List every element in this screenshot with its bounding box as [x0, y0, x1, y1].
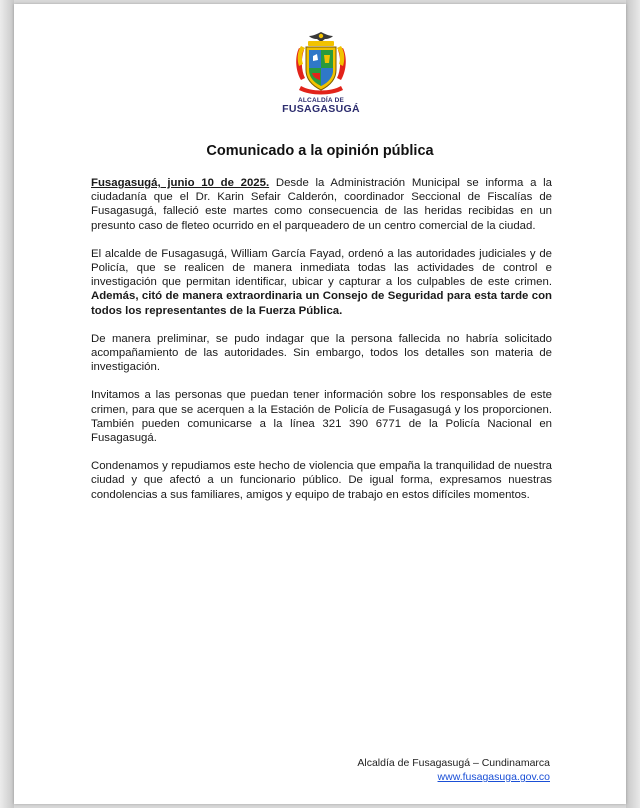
document-body — [91, 176, 552, 516]
coat-of-arms-icon — [291, 30, 351, 96]
document-title: Comunicado a la opinión pública — [206, 143, 434, 159]
municipal-logo — [276, 30, 366, 122]
paragraph-4: Invitamos a las personas que puedan tener información sobre los responsables de este crimen, para que se acerquen a la Estación de Policía de Fusagasugá y los proporcionen. También pueden comunicarse a la línea 321 390 6771 de la Policía Nacional en Fusagasugá. — [91, 389, 552, 445]
paragraph-1 — [91, 176, 552, 233]
page-edge-left — [0, 0, 14, 808]
document-footer — [357, 756, 550, 784]
paragraph-2 — [91, 247, 552, 318]
footer-organization: Alcaldía de Fusagasugá – Cundinamarca — [357, 757, 550, 769]
paragraph-3: De manera preliminar, se pudo indagar que la persona fallecida no habría solicitado acompañamiento de las autoridades. Sin embargo, todos los detalles son materia de investigación. — [91, 332, 552, 374]
logo-caption-top: ALCALDÍA DE — [297, 97, 344, 104]
dateline: Fusagasugá, junio 10 de 2025. — [91, 177, 270, 189]
logo-caption-name: FUSAGASUGÁ — [282, 103, 360, 115]
paragraph-2-text: El alcalde de Fusagasugá, William García Fayad, ordenó a las autoridades judiciales y de Policía, que se realicen de manera inmediata todas las actividades de control e investigación que permitan identificar, ubicar y capturar a los culpables de este crimen. — [91, 247, 552, 289]
page-edge-right — [626, 0, 640, 808]
paragraph-1-text: Desde la Administración Municipal se informa a la ciudadanía que el Dr. Karin Sefair Calderón, coordinador Seccional de Fiscalías de Fusagasugá, falleció este martes como consecuencia de las heridas recibidas en un presunto caso de fleteo ocurrido en el parqueadero de un centro comercial de la ciudad. — [91, 177, 552, 232]
paragraph-2-bold: Además, citó de manera extraordinaria un Consejo de Seguridad para esta tarde con todos los representantes de la Fuerza Pública. — [91, 290, 552, 317]
footer-website-link[interactable]: www.fusagasuga.gov.co — [437, 771, 550, 783]
paragraph-5: Condenamos y repudiamos este hecho de violencia que empaña la tranquilidad de nuestra ciudad y que afectó a un funcionario público. De igual forma, expresamos nuestras condolencias a sus familiares, amigos y equipo de trabajo en estos difíciles momentos. — [91, 460, 552, 501]
